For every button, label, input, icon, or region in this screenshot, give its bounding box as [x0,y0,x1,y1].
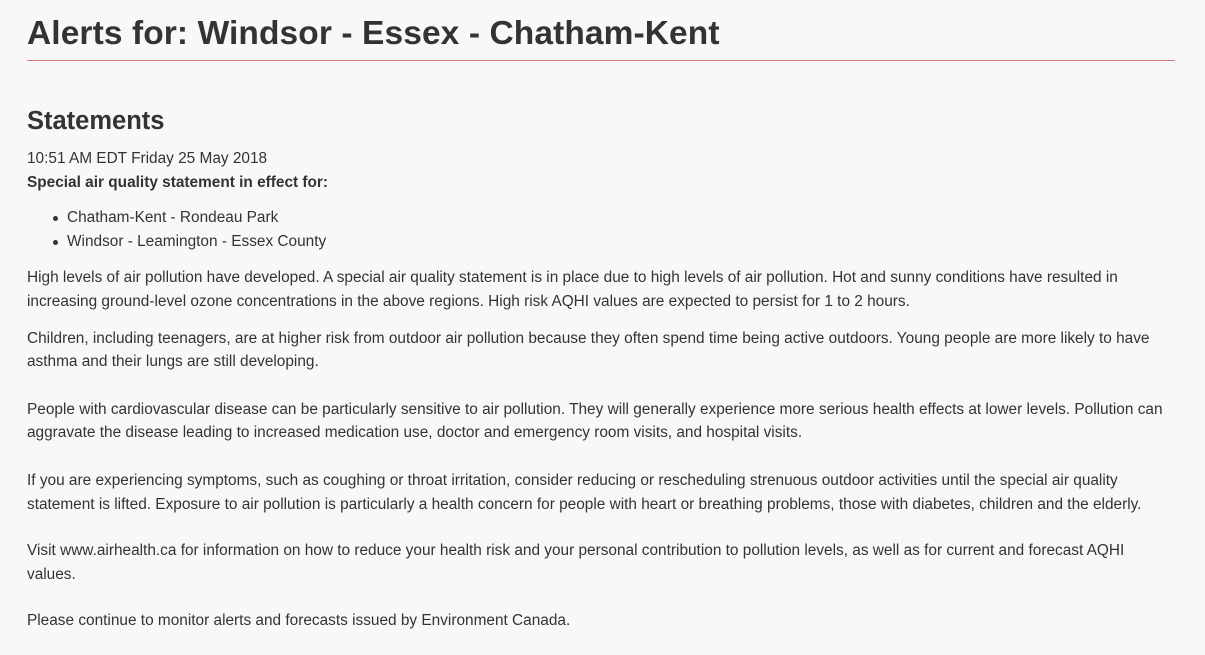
region-name: Chatham-Kent - Rondeau Park [67,209,279,227]
statement-paragraph-conditions: High levels of air pollution have developed. A special air quality statement is in place due to high levels of air pollution. Hot and sunny conditions have resulted in increasing ground-level ozone concentrations in the above regions. High risk AQHI values are expected to persist for 1 to 2 hours. [27,269,1118,310]
region-name: Windsor - Leamington - Essex County [67,232,327,250]
statement-paragraph-children: Children, including teenagers, are at higher risk from outdoor air pollution because they often spend time being active outdoors. Young people are more likely to have asthma and their lungs are still developing. [27,329,1150,371]
bullet-icon [53,240,58,245]
region-list-item [49,206,1177,230]
page-title: Alerts for: Windsor - Essex - Chatham-Kent [27,15,720,52]
statements-section [27,106,1177,633]
statements-heading: Statements [27,107,165,135]
in-effect-label: Special air quality statement in effect for: [27,173,329,191]
region-list [27,206,1177,253]
statement-paragraph-airhealth: Visit www.airhealth.ca for information on how to reduce your health risk and your personal contribution to pollution levels, as well as for current and forecast AQHI values. [27,542,1125,583]
title-divider [27,60,1175,61]
bullet-icon [53,216,58,221]
alert-header [27,14,1175,54]
region-list-item [49,230,1177,254]
statement-paragraph-cardiovascular: People with cardiovascular disease can be particularly sensitive to air pollution. They will generally experience more serious health effects at lower levels. Pollution can aggravate the disease leading to increased medication use, doctor and emergency room visits, and hospital visits. [27,400,1163,442]
statement-paragraph-symptoms: If you are experiencing symptoms, such as coughing or throat irritation, consider reducing or rescheduling strenuous outdoor activities until the special air quality statement is lifted. Exposure to air pollution is particularly a health concern for people with heart or breathing problems, those with diabetes, children and the elderly. [27,471,1142,513]
issued-timestamp: 10:51 AM EDT Friday 25 May 2018 [27,150,268,167]
statement-paragraph-monitor: Please continue to monitor alerts and forecasts issued by Environment Canada. [27,612,571,630]
